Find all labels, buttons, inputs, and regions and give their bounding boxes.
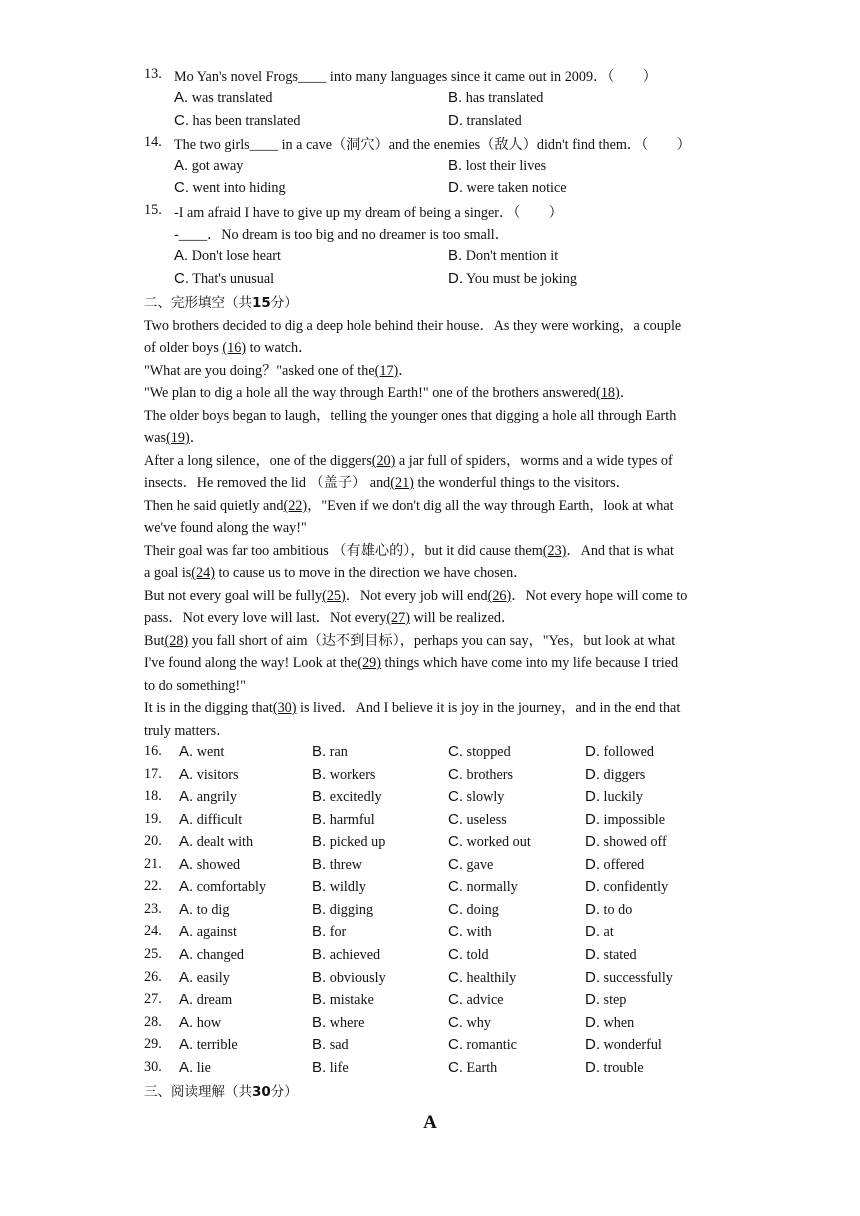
option-letter: A.	[179, 833, 194, 850]
option-letter: B.	[448, 89, 463, 106]
option-d	[448, 112, 522, 130]
option-c	[174, 112, 300, 130]
question-number: 23.	[144, 901, 162, 917]
option-d	[585, 856, 644, 874]
passage-line: was(19)．	[144, 430, 204, 446]
option-text: stated	[603, 947, 637, 963]
option-d	[585, 1059, 644, 1077]
option-text: trouble	[603, 1060, 644, 1076]
question-number: 13.	[144, 66, 162, 82]
option-letter: B.	[312, 856, 327, 873]
option-letter: A.	[179, 1014, 194, 1031]
passage-line: pass．Not every love will last．Not every(27) will be realized．	[144, 610, 516, 626]
option-text: told	[466, 947, 489, 963]
question-number: 25.	[144, 946, 162, 962]
option-a	[174, 157, 243, 175]
option-text: lie	[196, 1060, 211, 1076]
option-letter: C.	[174, 270, 189, 287]
option-text: why	[466, 1015, 491, 1031]
option-letter: D.	[448, 270, 463, 287]
option-c	[448, 923, 492, 941]
option-letter: C.	[448, 946, 463, 963]
option-text: changed	[196, 947, 245, 963]
option-letter: C.	[448, 1036, 463, 1053]
option-letter: C.	[174, 179, 189, 196]
option-c	[448, 878, 518, 896]
option-text: where	[329, 1015, 365, 1031]
option-letter: D.	[448, 179, 463, 196]
passage-line: we've found along the way!"	[144, 520, 307, 536]
option-b	[312, 969, 386, 987]
option-b	[312, 1014, 364, 1032]
option-letter: D.	[448, 112, 463, 129]
option-letter: C.	[448, 833, 463, 850]
option-letter: D.	[585, 856, 600, 873]
passage-line: insects．He removed the lid （盖子） and(21) the wonderful things to the visitors．	[144, 475, 630, 491]
option-letter: B.	[312, 1036, 327, 1053]
option-letter: A.	[179, 766, 194, 783]
option-a	[179, 743, 224, 761]
option-a	[179, 923, 237, 941]
option-d	[585, 811, 665, 829]
option-d	[585, 743, 654, 761]
option-c	[448, 811, 507, 829]
question-number: 28.	[144, 1014, 162, 1030]
option-text: impossible	[603, 812, 666, 828]
option-letter: B.	[312, 1014, 327, 1031]
option-text: difficult	[196, 812, 243, 828]
passage-line: of older boys (16) to watch．	[144, 340, 313, 356]
option-c	[448, 766, 513, 784]
option-c	[448, 946, 489, 964]
passage-line: It is in the digging that(30) is lived．And I believe it is joy in the journey，and in the end that	[144, 700, 681, 716]
option-c	[448, 743, 511, 761]
option-d	[585, 969, 673, 987]
option-text: how	[196, 1015, 222, 1031]
option-text: step	[603, 992, 627, 1008]
option-letter: B.	[312, 969, 327, 986]
option-letter: B.	[312, 811, 327, 828]
question-number: 20.	[144, 833, 162, 849]
option-letter: D.	[585, 1014, 600, 1031]
option-b	[312, 743, 348, 761]
option-a	[174, 89, 273, 107]
section-title-reading: 三、阅读理解（共30分）	[144, 1084, 298, 1100]
option-letter: C.	[448, 788, 463, 805]
option-text: has translated	[465, 90, 544, 106]
option-text: dealt with	[196, 834, 254, 850]
option-letter: C.	[448, 923, 463, 940]
option-letter: A.	[174, 89, 189, 106]
option-letter: D.	[585, 946, 600, 963]
question-number: 27.	[144, 991, 162, 1007]
option-text: gave	[466, 857, 494, 873]
question-number: 19.	[144, 811, 162, 827]
option-a	[179, 878, 266, 896]
option-letter: A.	[179, 901, 194, 918]
option-c	[448, 1014, 491, 1032]
option-letter: B.	[312, 946, 327, 963]
passage-line: to do something!"	[144, 678, 246, 694]
option-text: angrily	[196, 789, 237, 805]
question-number: 29.	[144, 1036, 162, 1052]
question-number: 16.	[144, 743, 162, 759]
option-text: visitors	[196, 767, 239, 783]
option-text: followed	[603, 744, 654, 760]
option-letter: D.	[585, 969, 600, 986]
option-text: to do	[603, 902, 633, 918]
option-d	[585, 991, 626, 1009]
option-letter: C.	[448, 856, 463, 873]
question-number: 17.	[144, 766, 162, 782]
option-d	[585, 833, 667, 851]
option-text: dream	[196, 992, 233, 1008]
option-letter: B.	[448, 247, 463, 264]
option-text: wildly	[329, 879, 366, 895]
option-a	[179, 991, 232, 1009]
option-letter: A.	[179, 856, 194, 873]
question-number: 18.	[144, 788, 162, 804]
question-number: 26.	[144, 969, 162, 985]
question-stem: The two girls____ in a cave（洞穴）and the enemies（敌人）didn't find them．（ ）	[174, 137, 691, 153]
option-a	[179, 788, 237, 806]
passage-line: Two brothers decided to dig a deep hole behind their house．As they were working，a couple	[144, 318, 682, 334]
option-b	[312, 766, 375, 784]
option-text: romantic	[466, 1037, 517, 1053]
option-text: when	[603, 1015, 635, 1031]
option-letter: B.	[312, 833, 327, 850]
option-d	[585, 878, 668, 896]
option-text: with	[466, 924, 492, 940]
option-d	[585, 901, 632, 919]
option-c	[448, 856, 493, 874]
blank-30: (30)	[272, 700, 297, 716]
option-text: at	[603, 924, 614, 940]
passage-line: Their goal was far too ambitious （有雄心的），but it did cause them(23)．And that is what	[144, 543, 674, 559]
option-letter: C.	[448, 878, 463, 895]
option-letter: A.	[179, 1059, 194, 1076]
option-letter: B.	[312, 878, 327, 895]
option-letter: D.	[585, 878, 600, 895]
blank-17: (17)	[374, 363, 399, 379]
option-text: ran	[329, 744, 348, 760]
option-letter: C.	[448, 1059, 463, 1076]
blank-16: (16)	[222, 340, 247, 356]
option-a	[174, 247, 281, 265]
option-text: doing	[466, 902, 499, 918]
option-text: workers	[329, 767, 376, 783]
option-text: successfully	[603, 970, 673, 986]
passage-line: But(28) you fall short of aim（达不到目标），perhaps you can say，"Yes，but look at what	[144, 633, 676, 649]
question-number: 22.	[144, 878, 162, 894]
option-letter: D.	[585, 743, 600, 760]
option-text: obviously	[329, 970, 386, 986]
option-letter: D.	[585, 1036, 600, 1053]
option-text: went	[196, 744, 225, 760]
option-text: Don't lose heart	[191, 248, 281, 264]
blank-24: (24)	[191, 565, 215, 581]
option-letter: C.	[448, 811, 463, 828]
blank-20: (20)	[371, 453, 396, 469]
option-letter: D.	[585, 833, 600, 850]
option-letter: C.	[448, 901, 463, 918]
option-letter: D.	[585, 811, 600, 828]
option-text: lost their lives	[465, 158, 547, 174]
option-a	[179, 1059, 211, 1077]
part-title: A	[423, 1112, 437, 1133]
option-text: healthily	[466, 970, 517, 986]
option-b	[448, 157, 546, 175]
option-text: slowly	[466, 789, 505, 805]
option-text: has been translated	[192, 113, 301, 129]
option-letter: A.	[179, 811, 194, 828]
option-text: Earth	[466, 1060, 498, 1076]
option-b	[312, 788, 382, 806]
passage-line: The older boys began to laugh，telling the younger ones that digging a hole all through Earth	[144, 408, 677, 424]
option-text: mistake	[329, 992, 374, 1008]
option-letter: C.	[448, 969, 463, 986]
blank-21: (21)	[390, 475, 414, 491]
option-text: achieved	[329, 947, 381, 963]
option-text: You must be joking	[466, 271, 577, 287]
passage-line: a goal is(24) to cause us to move in the direction we have chosen．	[144, 565, 528, 581]
option-text: threw	[329, 857, 363, 873]
option-letter: C.	[448, 991, 463, 1008]
option-b	[448, 89, 543, 107]
option-text: confidently	[603, 879, 669, 895]
question-number: 30.	[144, 1059, 162, 1075]
option-letter: C.	[448, 1014, 463, 1031]
option-text: went into hiding	[192, 180, 286, 196]
option-letter: A.	[179, 923, 194, 940]
option-b	[312, 833, 385, 851]
option-letter: C.	[174, 112, 189, 129]
blank-28: (28)	[164, 633, 189, 649]
option-b	[312, 923, 346, 941]
passage-line: Then he said quietly and(22)，"Even if we don't dig all the way through Earth，look at what	[144, 498, 674, 514]
option-a	[179, 1014, 221, 1032]
option-text: excitedly	[329, 789, 382, 805]
blank-23: (23)	[542, 543, 567, 559]
option-text: got away	[191, 158, 244, 174]
option-letter: B.	[312, 901, 327, 918]
option-text: useless	[466, 812, 507, 828]
option-d	[585, 766, 645, 784]
option-text: picked up	[329, 834, 386, 850]
question-number: 21.	[144, 856, 162, 872]
option-letter: A.	[179, 878, 194, 895]
passage-line: I've found along the way! Look at the(29) things which have come into my life because I tried	[144, 655, 679, 671]
option-text: easily	[196, 970, 230, 986]
option-a	[179, 969, 230, 987]
option-c	[448, 788, 504, 806]
option-text: translated	[466, 113, 522, 129]
option-letter: B.	[448, 157, 463, 174]
section-points: 15	[252, 295, 271, 311]
option-letter: A.	[179, 969, 194, 986]
option-text: were taken notice	[466, 180, 567, 196]
option-letter: A.	[179, 743, 194, 760]
option-d	[448, 270, 577, 288]
option-text: life	[329, 1060, 349, 1076]
blank-18: (18)	[596, 385, 620, 401]
option-letter: C.	[448, 743, 463, 760]
option-letter: B.	[312, 991, 327, 1008]
option-text: comfortably	[196, 879, 267, 895]
option-text: normally	[466, 879, 518, 895]
option-text: to dig	[196, 902, 230, 918]
option-letter: A.	[179, 1036, 194, 1053]
option-d	[448, 179, 567, 197]
section-points: 30	[252, 1084, 271, 1100]
option-letter: A.	[179, 788, 194, 805]
option-letter: A.	[179, 946, 194, 963]
option-text: wonderful	[603, 1037, 662, 1053]
option-b	[312, 811, 375, 829]
option-b	[312, 991, 374, 1009]
option-a	[179, 766, 239, 784]
option-a	[179, 811, 242, 829]
option-letter: B.	[312, 788, 327, 805]
option-a	[179, 1036, 238, 1054]
option-text: sad	[329, 1037, 349, 1053]
passage-line: truly matters．	[144, 723, 231, 739]
option-letter: D.	[585, 901, 600, 918]
option-letter: D.	[585, 1059, 600, 1076]
blank-22: (22)	[283, 498, 308, 514]
option-text: luckily	[603, 789, 643, 805]
option-letter: B.	[312, 766, 327, 783]
option-letter: D.	[585, 766, 600, 783]
section-title-cloze: 二、完形填空（共15分）	[144, 295, 298, 311]
option-b	[312, 946, 380, 964]
option-text: That's unusual	[192, 271, 275, 287]
passage-line: But not every goal will be fully(25)．Not every job will end(26)．Not every hope will come to	[144, 588, 688, 604]
option-d	[585, 923, 614, 941]
blank-29: (29)	[357, 655, 381, 671]
option-text: Don't mention it	[465, 248, 559, 264]
passage-line: "We plan to dig a hole all the way through Earth!" one of the brothers answered(18)．	[144, 385, 634, 401]
option-c	[448, 833, 531, 851]
option-letter: C.	[448, 766, 463, 783]
option-text: terrible	[196, 1037, 238, 1053]
option-text: brothers	[466, 767, 514, 783]
option-text: offered	[603, 857, 645, 873]
blank-25: (25)	[322, 588, 346, 604]
option-letter: A.	[179, 991, 194, 1008]
option-letter: B.	[312, 743, 327, 760]
passage-line: "What are you doing？"asked one of the(17)．	[144, 363, 413, 379]
option-a	[179, 856, 240, 874]
option-text: harmful	[329, 812, 375, 828]
option-text: digging	[329, 902, 374, 918]
option-c	[448, 901, 499, 919]
option-d	[585, 788, 643, 806]
question-number: 14.	[144, 134, 162, 150]
option-c	[448, 969, 516, 987]
blank-19: (19)	[166, 430, 190, 446]
blank-27: (27)	[386, 610, 410, 626]
option-b	[312, 1059, 349, 1077]
option-b	[448, 247, 558, 265]
option-c	[448, 1036, 517, 1054]
option-text: stopped	[466, 744, 511, 760]
option-letter: B.	[312, 1059, 327, 1076]
option-c	[174, 270, 274, 288]
option-text: advice	[466, 992, 504, 1008]
option-a	[179, 946, 244, 964]
option-letter: D.	[585, 923, 600, 940]
option-text: against	[196, 924, 237, 940]
option-c	[174, 179, 286, 197]
passage-line: After a long silence，one of the diggers(20) a jar full of spiders，worms and a wide types of	[144, 453, 673, 469]
option-text: showed	[196, 857, 241, 873]
question-stem: Mo Yan's novel Frogs____ into many languages since it came out in 2009．（ ）	[174, 69, 657, 85]
question-stem: -I am afraid I have to give up my dream of being a singer．（ ）	[174, 205, 563, 221]
option-a	[179, 833, 253, 851]
blank-26: (26)	[487, 588, 512, 604]
option-b	[312, 856, 362, 874]
option-letter: B.	[312, 923, 327, 940]
question-stem-reply: -____．No dream is too big and no dreamer is too small．	[174, 227, 509, 243]
option-letter: D.	[585, 788, 600, 805]
option-b	[312, 1036, 349, 1054]
question-number: 15.	[144, 202, 162, 218]
option-d	[585, 1036, 662, 1054]
option-text: was translated	[191, 90, 273, 106]
option-d	[585, 946, 637, 964]
option-b	[312, 878, 366, 896]
option-text: for	[329, 924, 347, 940]
option-text: worked out	[466, 834, 531, 850]
question-number: 24.	[144, 923, 162, 939]
option-a	[179, 901, 229, 919]
option-text: diggers	[603, 767, 646, 783]
option-c	[448, 991, 504, 1009]
option-letter: A.	[174, 157, 189, 174]
option-b	[312, 901, 373, 919]
option-text: showed off	[603, 834, 667, 850]
option-letter: A.	[174, 247, 189, 264]
option-c	[448, 1059, 497, 1077]
option-letter: D.	[585, 991, 600, 1008]
option-d	[585, 1014, 634, 1032]
